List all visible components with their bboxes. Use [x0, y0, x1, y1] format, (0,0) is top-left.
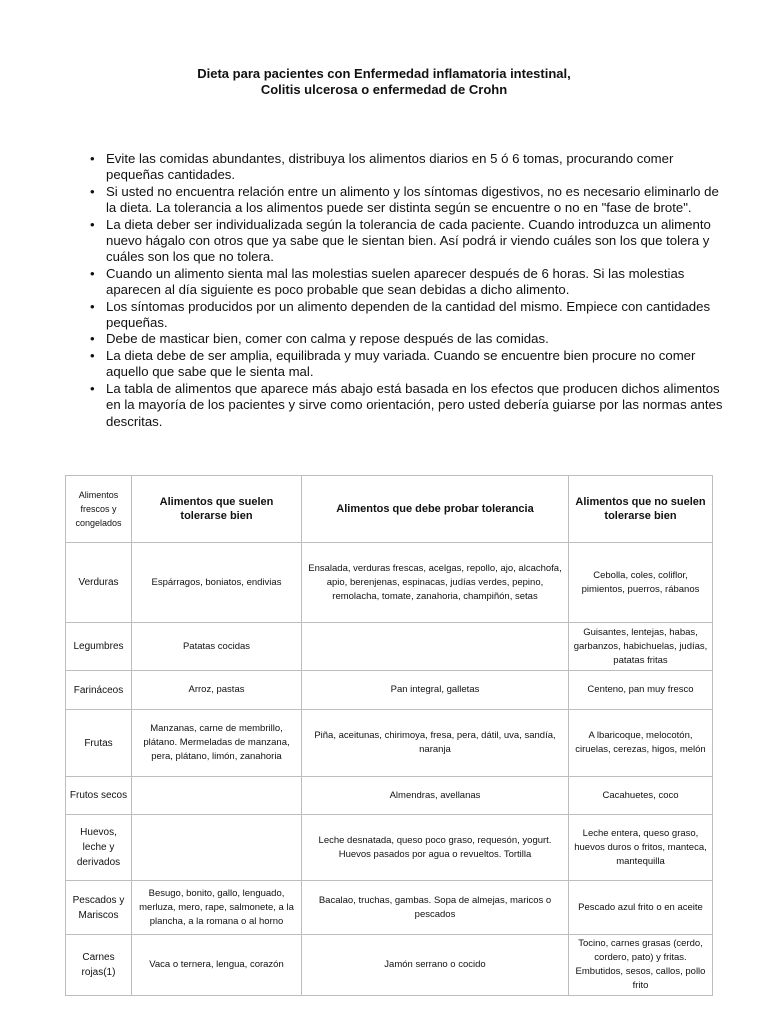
header-not-tolerated: Alimentos que no suelen tolerarse bien — [569, 476, 713, 543]
cell-not-tolerated: Tocino, carnes grasas (cerdo, cordero, pato) y fritas. Embutidos, sesos, callos, pollo frito — [569, 935, 713, 996]
cell-test-tolerance: Leche desnatada, queso poco graso, requesón, yogurt. Huevos pasados por agua o revueltos. Tortilla — [302, 815, 569, 881]
cell-tolerated-well — [132, 815, 302, 881]
cell-test-tolerance: Pan integral, galletas — [302, 671, 569, 710]
cell-not-tolerated: Cacahuetes, coco — [569, 777, 713, 815]
cell-not-tolerated: Cebolla, coles, coliflor, pimientos, puerros, rábanos — [569, 543, 713, 623]
cell-tolerated-well: Manzanas, carne de membrillo, plátano. Mermeladas de manzana, pera, plátano, limón, zanahoria — [132, 710, 302, 777]
cell-tolerated-well — [132, 777, 302, 815]
cell-not-tolerated: A lbaricoque, melocotón, ciruelas, cerezas, higos, melón — [569, 710, 713, 777]
list-item: • La tabla de alimentos que aparece más abajo está basada en los efectos que producen dichos alimentos en la mayoría de los pacientes y sirve como orientación, pero usted debería guiarse por las normas antes descritas. — [88, 381, 728, 430]
list-item: • Evite las comidas abundantes, distribuya los alimentos diarios en 5 ó 6 tomas, procurando comer pequeñas cantidades. — [88, 151, 728, 184]
cell-tolerated-well: Vaca o ternera, lengua, corazón — [132, 935, 302, 996]
list-item: • La dieta debe de ser amplia, equilibrada y muy variada. Cuando se encuentre bien procure no comer aquello que sabe que le sienta mal. — [88, 348, 728, 381]
cell-test-tolerance: Piña, aceitunas, chirimoya, fresa, pera, dátil, uva, sandía, naranja — [302, 710, 569, 777]
title-line-2: Colitis ulcerosa o enfermedad de Crohn — [260, 82, 508, 97]
cell-tolerated-well: Patatas cocidas — [132, 623, 302, 671]
cell-not-tolerated: Guisantes, lentejas, habas, garbanzos, habichuelas, judías, patatas fritas — [569, 623, 713, 671]
row-category: Frutas — [66, 710, 132, 777]
row-category: Pescados y Mariscos — [66, 881, 132, 935]
header-tolerated-well: Alimentos que suelen tolerarse bien — [132, 476, 302, 543]
table-row — [66, 935, 713, 996]
cell-not-tolerated: Centeno, pan muy fresco — [569, 671, 713, 710]
row-category: Frutos secos — [66, 777, 132, 815]
row-category: Farináceos — [66, 671, 132, 710]
cell-not-tolerated: Pescado azul frito o en aceite — [569, 881, 713, 935]
table-row — [66, 777, 713, 815]
table-row — [66, 815, 713, 881]
list-item: • La dieta deber ser individualizada según la tolerancia de cada paciente. Cuando introduzca un alimento nuevo hágalo con otros que ya sabe que le sientan bien. Así podrá ir viendo cuáles son los que tolera y cuáles son los que no tolera. — [88, 217, 728, 266]
list-item: • Debe de masticar bien, comer con calma y repose después de las comidas. — [88, 331, 728, 347]
food-tolerance-table — [65, 475, 713, 996]
row-category: Huevos, leche y derivados — [66, 815, 132, 881]
cell-tolerated-well: Arroz, pastas — [132, 671, 302, 710]
table-row — [66, 710, 713, 777]
row-category: Verduras — [66, 543, 132, 623]
header-test-tolerance: Alimentos que debe probar tolerancia — [302, 476, 569, 543]
cell-test-tolerance: Bacalao, truchas, gambas. Sopa de almejas, maricos o pescados — [302, 881, 569, 935]
cell-test-tolerance — [302, 623, 569, 671]
table-row — [66, 881, 713, 935]
list-item: • Los síntomas producidos por un alimento dependen de la cantidad del mismo. Empiece con cantidades pequeñas. — [88, 299, 728, 332]
table-row — [66, 543, 713, 623]
cell-test-tolerance: Ensalada, verduras frescas, acelgas, repollo, ajo, alcachofa, apio, berenjenas, espinacas, judías verdes, pepino, remolacha, tomate, zanahoria, champiñón, setas — [302, 543, 569, 623]
row-category: Legumbres — [66, 623, 132, 671]
cell-test-tolerance: Almendras, avellanas — [302, 777, 569, 815]
table-header-row — [66, 476, 713, 543]
row-category: Carnes rojas(1) — [66, 935, 132, 996]
table-row — [66, 671, 713, 710]
cell-not-tolerated: Leche entera, queso graso, huevos duros o fritos, manteca, mantequilla — [569, 815, 713, 881]
cell-test-tolerance: Jamón serrano o cocido — [302, 935, 569, 996]
list-item: • Si usted no encuentra relación entre un alimento y los síntomas digestivos, no es necesario eliminarlo de la dieta. La tolerancia a los alimentos puede ser distinta según se encuentre o no en "fase de brote". — [88, 184, 728, 217]
title-line-1: Dieta para pacientes con Enfermedad inflamatoria intestinal, — [197, 66, 571, 81]
recommendations-list — [88, 151, 728, 430]
cell-tolerated-well: Espárragos, boniatos, endivias — [132, 543, 302, 623]
header-category: Alimentos frescos y congelados — [66, 476, 132, 543]
document-title — [0, 66, 768, 98]
list-item: • Cuando un alimento sienta mal las molestias suelen aparecer después de 6 horas. Si las molestias aparecen al día siguiente es poco probable que sean debidas a dicho alimento. — [88, 266, 728, 299]
table-row — [66, 623, 713, 671]
cell-tolerated-well: Besugo, bonito, gallo, lenguado, merluza, mero, rape, salmonete, a la plancha, a la romana o al horno — [132, 881, 302, 935]
